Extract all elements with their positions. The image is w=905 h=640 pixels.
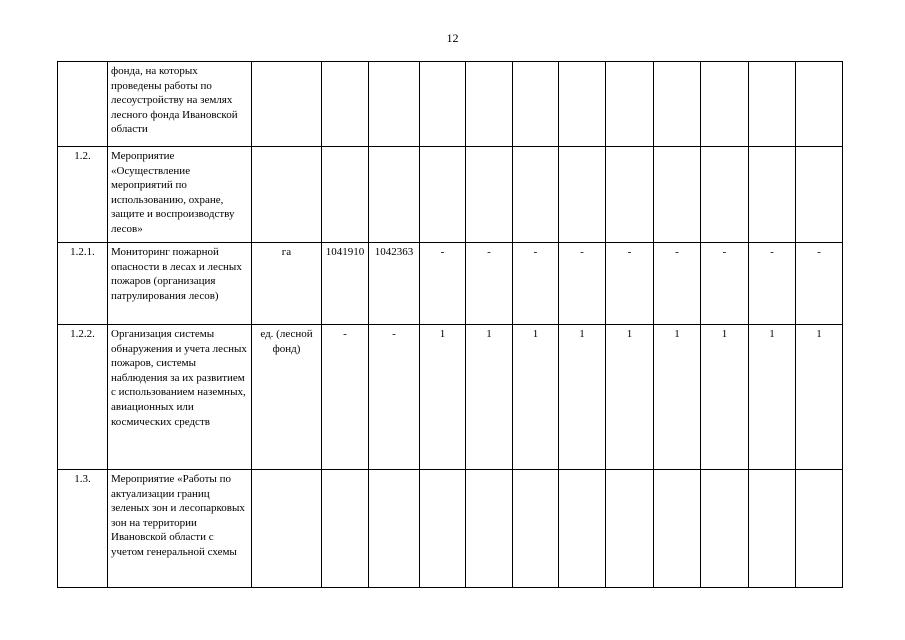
row-year-cell: 1	[466, 325, 513, 470]
row-value-cell	[322, 147, 369, 243]
row-year-cell	[420, 62, 466, 147]
row-unit-cell: га	[252, 243, 322, 325]
table-row	[58, 62, 843, 147]
table-row	[58, 470, 843, 588]
program-table	[57, 61, 843, 588]
row-year-cell	[749, 470, 796, 588]
row-year-cell	[606, 470, 654, 588]
row-value-cell: 1042363	[369, 243, 420, 325]
row-name-cell: Организация системы обнаружения и учета лесных пожаров, системы наблюдения за их развитием с использованием наземных, авиационных или космических средств	[108, 325, 252, 470]
row-year-cell	[796, 147, 843, 243]
row-year-cell: 1	[606, 325, 654, 470]
row-year-cell: 1	[749, 325, 796, 470]
row-year-cell	[513, 470, 559, 588]
row-name-cell: Мониторинг пожарной опасности в лесах и лесных пожаров (организация патрулирования лесов)	[108, 243, 252, 325]
row-year-cell: -	[420, 243, 466, 325]
row-year-cell: -	[749, 243, 796, 325]
row-year-cell	[513, 147, 559, 243]
row-year-cell: 1	[796, 325, 843, 470]
row-unit-cell	[252, 470, 322, 588]
page-number: 12	[446, 31, 459, 45]
row-year-cell: -	[513, 243, 559, 325]
row-value-cell: 1041910	[322, 243, 369, 325]
row-year-cell	[513, 62, 559, 147]
row-year-cell: 1	[559, 325, 606, 470]
row-year-cell	[559, 147, 606, 243]
row-value-cell: -	[322, 325, 369, 470]
table-row	[58, 147, 843, 243]
row-year-cell: 1	[513, 325, 559, 470]
row-year-cell: -	[796, 243, 843, 325]
row-name-cell: Мероприятие «Работы по актуализации границ зеленых зон и лесопарковых зон на территории Ивановской области с учетом генеральной схемы	[108, 470, 252, 588]
row-value-cell	[369, 470, 420, 588]
row-year-cell	[749, 62, 796, 147]
row-year-cell	[466, 470, 513, 588]
row-year-cell: -	[654, 243, 701, 325]
row-year-cell	[420, 470, 466, 588]
row-year-cell	[796, 62, 843, 147]
row-year-cell: -	[701, 243, 749, 325]
row-unit-cell	[252, 147, 322, 243]
row-year-cell	[654, 62, 701, 147]
row-value-cell	[322, 470, 369, 588]
row-unit-cell	[252, 62, 322, 147]
row-number-cell: 1.2.	[58, 147, 108, 243]
row-year-cell: -	[559, 243, 606, 325]
row-year-cell	[654, 470, 701, 588]
row-year-cell: 1	[654, 325, 701, 470]
row-year-cell	[701, 147, 749, 243]
row-year-cell	[559, 470, 606, 588]
row-year-cell: 1	[701, 325, 749, 470]
row-name-cell: Мероприятие «Осуществление мероприятий по использованию, охране, защите и воспроизводству лесов»	[108, 147, 252, 243]
row-year-cell: -	[466, 243, 513, 325]
table-row	[58, 325, 843, 470]
row-year-cell	[420, 147, 466, 243]
row-unit-cell: ед. (лесной фонд)	[252, 325, 322, 470]
row-year-cell: 1	[420, 325, 466, 470]
row-year-cell	[701, 470, 749, 588]
row-value-cell: -	[369, 325, 420, 470]
row-number-cell: 1.2.1.	[58, 243, 108, 325]
row-year-cell	[606, 62, 654, 147]
row-year-cell	[559, 62, 606, 147]
table-row	[58, 243, 843, 325]
row-year-cell	[606, 147, 654, 243]
row-value-cell	[369, 62, 420, 147]
row-year-cell	[749, 147, 796, 243]
row-name-cell: фонда, на которых проведены работы по лесоустройству на землях лесного фонда Ивановской области	[108, 62, 252, 147]
row-year-cell	[466, 62, 513, 147]
row-number-cell: 1.3.	[58, 470, 108, 588]
row-year-cell	[466, 147, 513, 243]
row-value-cell	[369, 147, 420, 243]
row-year-cell	[701, 62, 749, 147]
row-number-cell	[58, 62, 108, 147]
row-number-cell: 1.2.2.	[58, 325, 108, 470]
row-year-cell: -	[606, 243, 654, 325]
row-value-cell	[322, 62, 369, 147]
row-year-cell	[796, 470, 843, 588]
row-year-cell	[654, 147, 701, 243]
